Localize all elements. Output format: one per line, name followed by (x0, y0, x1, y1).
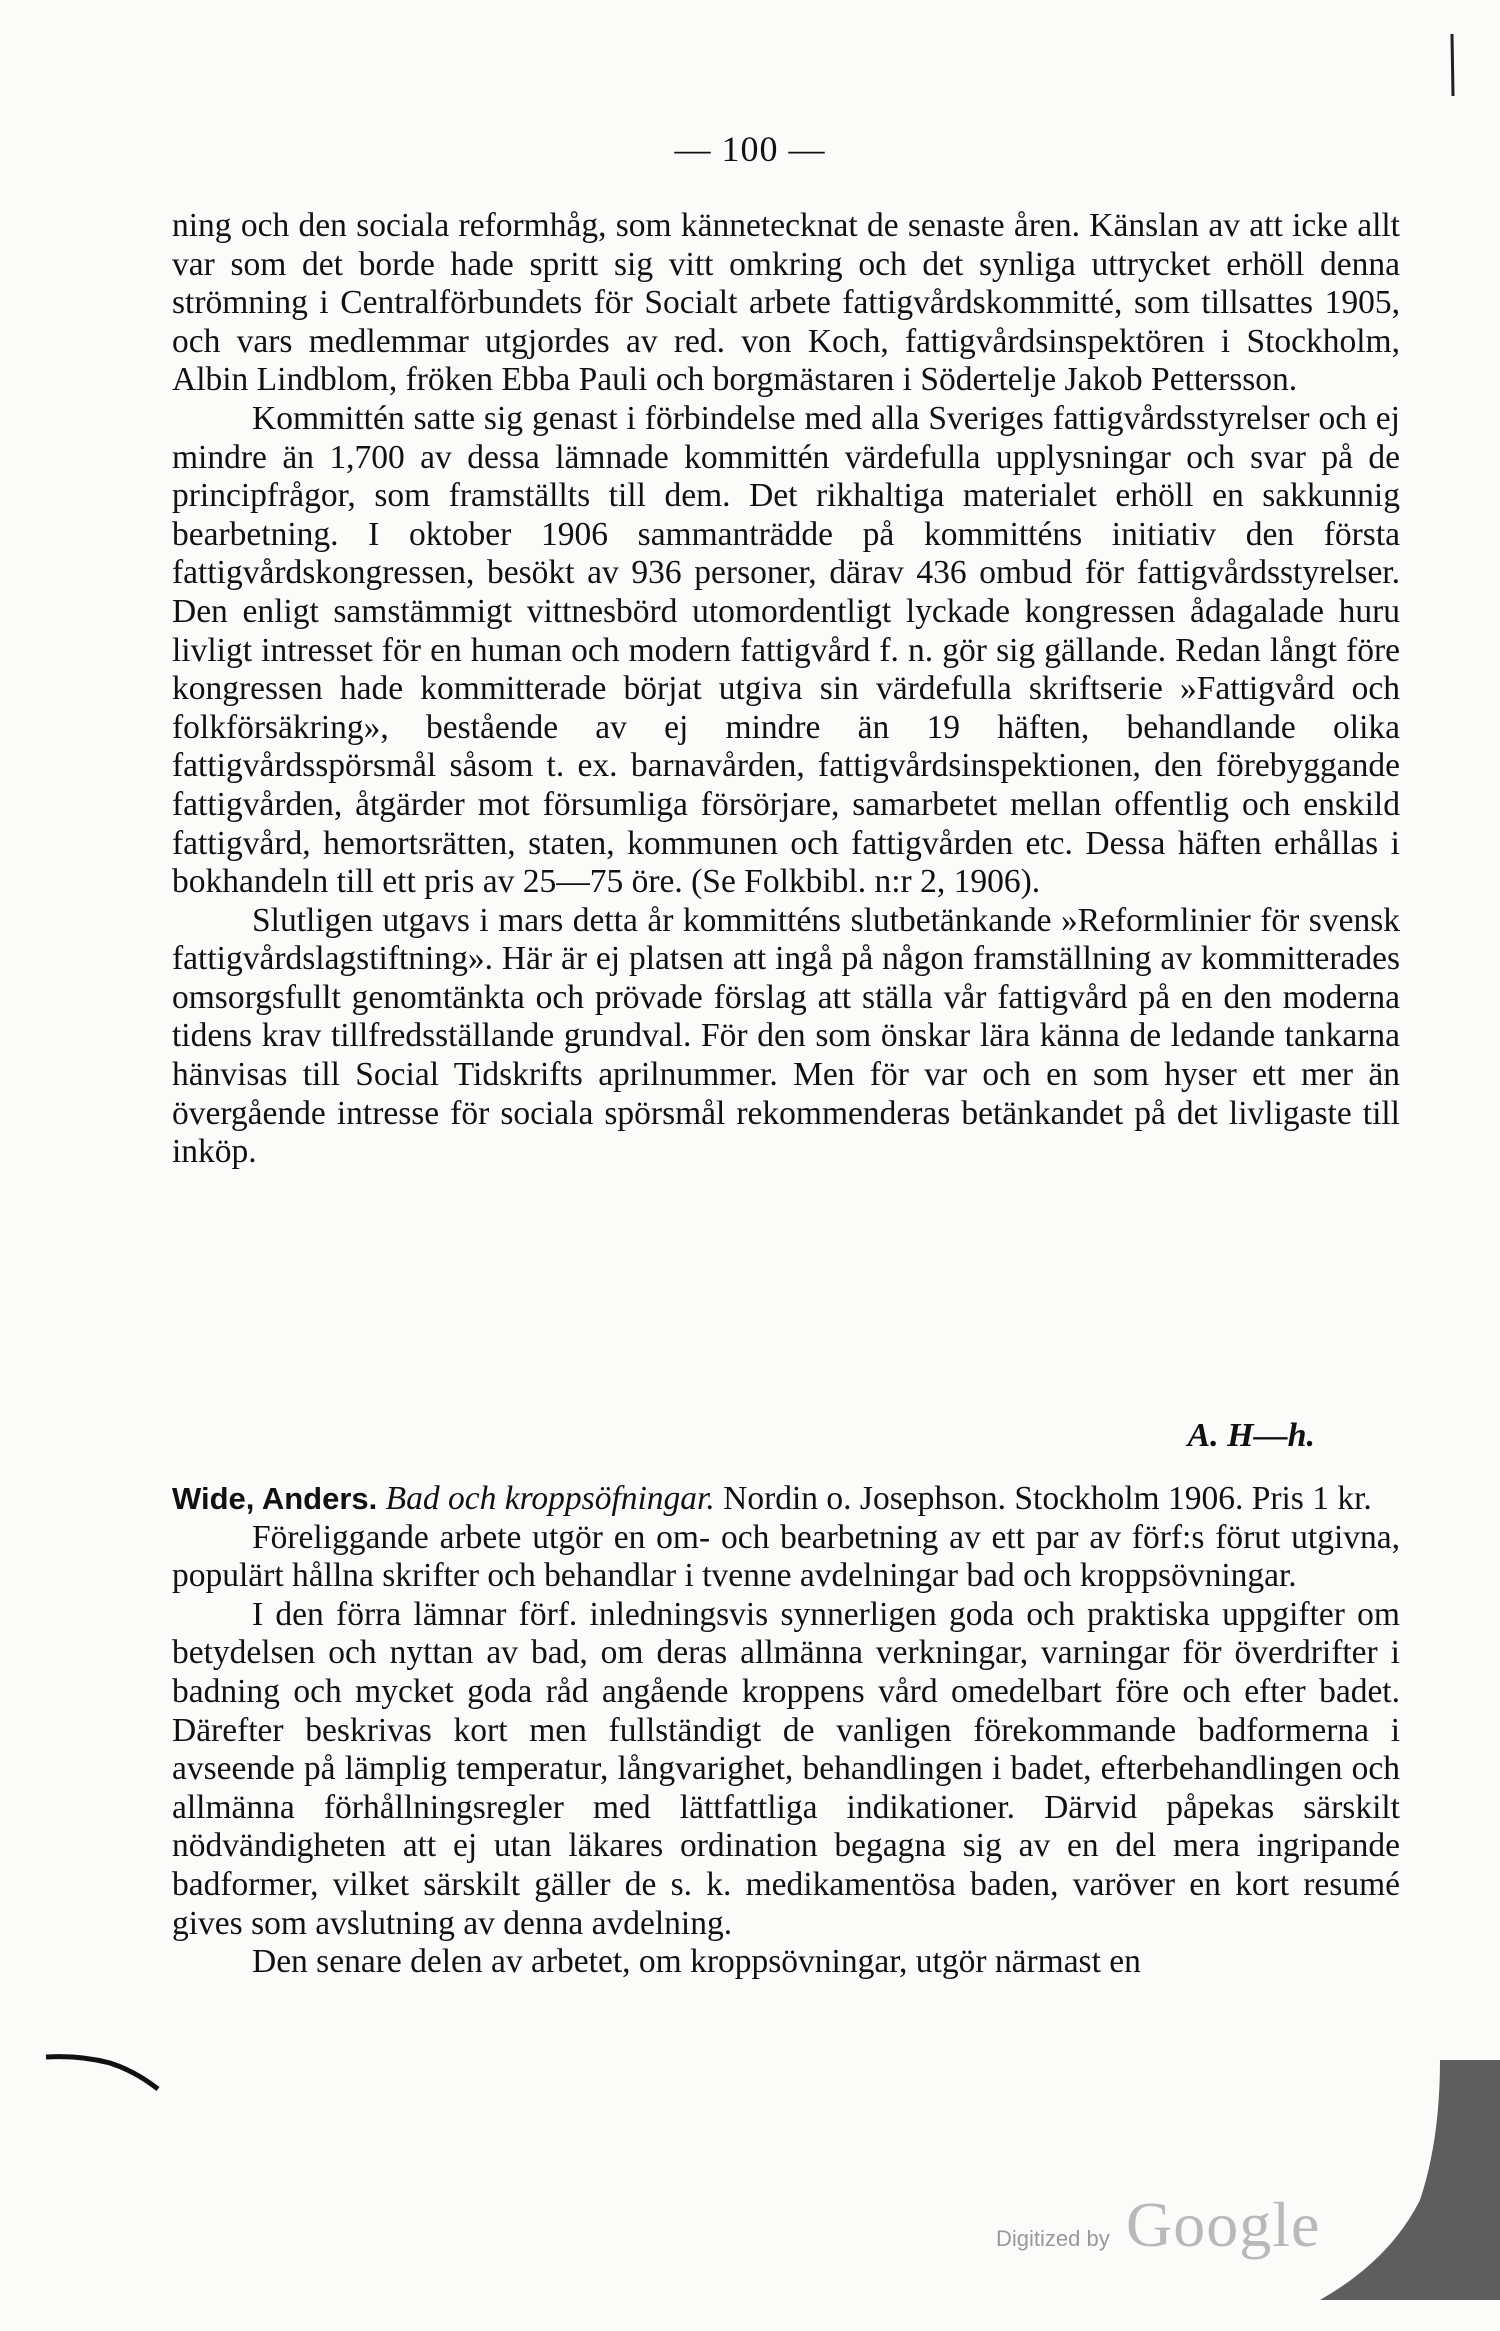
continued-review-text (172, 207, 1400, 1172)
review-author: Wide, Anders. (172, 1481, 378, 1516)
review-heading (172, 1480, 1400, 1519)
scan-corner-shadow (1300, 2060, 1500, 2300)
digitized-by-label: Digitized by (996, 2226, 1110, 2251)
review-paragraph-kroppsovningar: Den senare delen av arbetet, om kroppsövningar, utgör närmast en (252, 1943, 1141, 1981)
page-number: — 100 — (674, 129, 826, 169)
review-publisher-info: Nordin o. Josephson. Stockholm 1906. Pris 1 kr. (723, 1480, 1372, 1517)
scan-edge-mark (1438, 30, 1468, 100)
reviewer-signature: A. H—h. (1187, 1417, 1315, 1454)
paragraph-continued: ning och den sociala reformhåg, som kännetecknat de senaste åren. Känslan av att icke allt var som det borde hade spritt sig vitt omkring och det synliga uttrycket erhöll denna strömning i Centralförbundets för Socialt arbete fattigvårdskommitté, som tillsattes 1905, och vars medlemmar utgjordes av red. von Koch, fattigvårdsinspektören i Stockholm, Albin Lindblom, fröken Ebba Pauli och borgmästaren i Södertelje Jakob Pettersson. (172, 207, 1400, 399)
book-review (172, 1480, 1400, 1982)
review-book-title: Bad och kroppsöfningar. (385, 1480, 715, 1517)
review-paragraph-bad: I den förra lämnar förf. inledningsvis synnerligen goda och praktiska uppgifter om betydelsen och nyttan av bad, om deras allmänna verkningar, varningar för överdrifter i badning och mycket goda råd angående kroppens vård omedelbart före och efter badet. Därefter beskrivas kort men fullständigt de vanligen förekommande badformerna i avseende på lämplig temperatur, långvarighet, behandlingen i badet, efterbehandlingen och allmänna förhållningsregler med lättfattliga indikationer. Därvid påpekas särskilt nödvändigheten att ej utan läkares ordination begagna sig av en del mera ingripande badformer, vilket särskilt gäller de s. k. medikamentösa baden, varöver en kort resumé gives som avslutning av denna avdelning. (172, 1595, 1400, 1942)
google-logo: Google (1126, 2189, 1321, 2260)
paragraph-kommitten: Kommittén satte sig genast i förbindelse med alla Sveriges fattigvårdsstyrelser och ej mindre än 1,700 av dessa lämnade kommittén värdefulla upplysningar och svar på de principfrågor, som framställts till dem. Det rikhaltiga materialet erhöll en sakkunnig bearbetning. I oktober 1906 sammanträdde på kommitténs initiativ den första fattigvårdskongressen, besökt av 936 personer, därav 436 ombud för fattigvårdsstyrelser. Den enligt samstämmigt vittnesbörd utomordentligt lyckade kongressen ådagalade huru livligt intresset för en human och modern fattigvård f. n. gör sig gällande. Redan långt före kongressen hade kommitterade börjat utgiva sin värdefulla skriftserie »Fattigvård och folkförsäkring», bestående av ej mindre än 19 häften, behandlande olika fattigvårdsspörsmål såsom t. ex. barnavården, fattigvårdsinspektionen, den förebyggande fattigvården, åtgärder mot försumliga försörjare, samarbetet mellan offentlig och enskild fattigvård, hemortsrätten, staten, kommunen och fattigvården etc. Dessa häften erhållas i bokhandeln till ett pris av 25—75 öre. (Se Folkbibl. n:r 2, 1906). (172, 399, 1400, 901)
scan-margin-mark (40, 2045, 170, 2095)
review-paragraph-intro: Föreliggande arbete utgör en om- och bearbetning av ett par av förf:s förut utgivna, populärt hållna skrifter och behandlar i tvenne avdelningar bad och kroppsövningar. (172, 1518, 1400, 1595)
paragraph-slutligen: Slutligen utgavs i mars detta år kommitténs slutbetänkande »Reformlinier för svensk fattigvårdslagstiftning». Här är ej platsen att ingå på någon framställning av kommitterades omsorgsfullt genomtänkta och prövade förslag att ställa vår fattigvård på en den moderna tidens krav tillfredsställande grundval. För den som önskar lära känna de ledande tankarna hänvisas till Social Tidskrifts aprilnummer. Men för var och en som hyser ett mer än övergående intresse för sociala spörsmål rekommenderas betänkandet på det livligaste till inköp. (172, 901, 1400, 1171)
